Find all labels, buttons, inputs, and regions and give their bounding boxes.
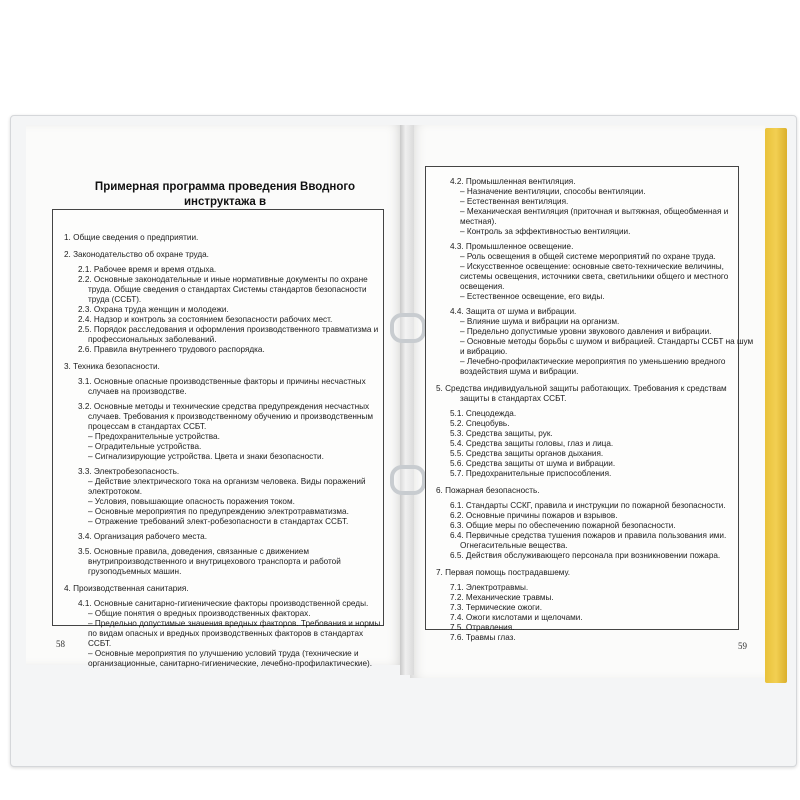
outline-line: случаев на производстве. bbox=[88, 387, 187, 396]
outline-line: системы освещения, источники света, светильники общего и местного bbox=[460, 272, 729, 281]
book-gutter bbox=[400, 125, 414, 675]
outline-line: – Условия, повышающие опасность поражения током. bbox=[88, 497, 295, 506]
outline-line: 5.4. Средства защиты головы, глаз и лица. bbox=[450, 439, 614, 448]
outline-line: 6.1. Стандарты ССКГ, правила и инструкции по пожарной безопасности. bbox=[450, 501, 726, 510]
outline-line: 5.7. Предохранительные приспособления. bbox=[450, 469, 612, 478]
outline-line: – Общие понятия о вредных производственных факторах. bbox=[88, 609, 311, 618]
outline-line: организационные, санитарно-гигиенические, лечебно-профилактические). bbox=[88, 659, 373, 668]
outline-line: – Оградительные устройства. bbox=[88, 442, 202, 451]
outline-line: 7.6. Травмы глаз. bbox=[450, 633, 516, 642]
outline-line: 6. Пожарная безопасность. bbox=[436, 486, 540, 495]
page-number-right: 59 bbox=[738, 641, 747, 651]
outline-line: 5.6. Средства защиты от шума и вибрации. bbox=[450, 459, 616, 468]
outline-line: 2.1. Рабочее время и время отдыха. bbox=[78, 265, 217, 274]
right-page-outline bbox=[432, 172, 754, 643]
outline-line: 3.2. Основные методы и технические средства предупреждения несчастных bbox=[78, 402, 370, 411]
outline-line: воздействия шума и вибрации. bbox=[460, 367, 579, 376]
outline-line: 1. Общие сведения о предприятии. bbox=[64, 233, 199, 242]
outline-line: – Основные мероприятия по предупреждению электротравматизма. bbox=[88, 507, 349, 516]
outline-line: 4.3. Промышленное освещение. bbox=[450, 242, 574, 251]
outline-line: внутрипроизводственного и внутрицехового транспорта и работой bbox=[88, 557, 341, 566]
outline-line: 6.2. Основные причины пожаров и взрывов. bbox=[450, 511, 618, 520]
outline-line: – Лечебно-профилактические мероприятия по уменьшению вредного bbox=[460, 357, 726, 366]
outline-line: 7.1. Электротравмы. bbox=[450, 583, 529, 592]
outline-line: 2.3. Охрана труда женщин и молодежи. bbox=[78, 305, 229, 314]
outline-line: – Влияние шума и вибрации на организм. bbox=[460, 317, 620, 326]
outline-line: 2.2. Основные законодательные и иные нормативные документы по охране bbox=[78, 275, 368, 284]
outline-line: ССБТ. bbox=[88, 639, 112, 648]
binder-ring-top bbox=[390, 313, 426, 343]
outline-line: электротоком. bbox=[88, 487, 143, 496]
outline-line: 3. Техника безопасности. bbox=[64, 362, 160, 371]
outline-line: – Действие электрического тока на организм человека. Виды поражений bbox=[88, 477, 366, 486]
outline-line: – Назначение вентиляции, способы вентиляции. bbox=[460, 187, 646, 196]
outline-line: 6.4. Первичные средства тушения пожаров и правила пользования ими. bbox=[450, 531, 727, 540]
outline-line: труда (ССБТ). bbox=[88, 295, 142, 304]
outline-line: – Роль освещения в общей системе мероприятий по охране труда. bbox=[460, 252, 716, 261]
outline-line: 3.1. Основные опасные производственные факторы и причины несчастных bbox=[78, 377, 366, 386]
outline-line: – Естественное освещение, его виды. bbox=[460, 292, 605, 301]
page-number-left: 58 bbox=[56, 639, 65, 649]
outline-line: 5.1. Спецодежда. bbox=[450, 409, 517, 418]
outline-line: – Механическая вентиляция (приточная и вытяжная, общеобменная и bbox=[460, 207, 729, 216]
outline-line: 5.2. Спецобувь. bbox=[450, 419, 510, 428]
outline-line: 6.5. Действия обслуживающего персонала при возникновении пожара. bbox=[450, 551, 721, 560]
outline-line: защиты в стандартах ССБТ. bbox=[460, 394, 567, 403]
outline-line: 7.2. Механические травмы. bbox=[450, 593, 554, 602]
outline-line: 7.3. Термические ожоги. bbox=[450, 603, 543, 612]
outline-line: – Контроль за эффективностью вентиляции. bbox=[460, 227, 631, 236]
outline-line: по видам опасных и вредных производственных факторов в стандартах bbox=[88, 629, 364, 638]
outline-line: 7.5. Отравления. bbox=[450, 623, 515, 632]
outline-line: 4.2. Промышленная вентиляция. bbox=[450, 177, 576, 186]
outline-line: освещения. bbox=[460, 282, 505, 291]
outline-line: – Искусственное освещение: основные свето-технические величины, bbox=[460, 262, 724, 271]
outline-line: 5.5. Средства защиты органов дыхания. bbox=[450, 449, 604, 458]
outline-line: 4.4. Защита от шума и вибрации. bbox=[450, 307, 577, 316]
outline-line: – Предельно допустимые значения вредных факторов. Требования и нормы bbox=[88, 619, 381, 628]
outline-line: 5. Средства индивидуальной защиты работающих. Требования к средствам bbox=[436, 384, 727, 393]
outline-line: 2.5. Порядок расследования и оформления производственного травматизма и bbox=[78, 325, 379, 334]
outline-line: – Естественная вентиляция. bbox=[460, 197, 569, 206]
outline-line: – Основные мероприятия по улучшению условий труда (технические и bbox=[88, 649, 359, 658]
outline-line: – Основные методы борьбы с шумом и вибрацией. Стандарты ССБТ на шум bbox=[460, 337, 754, 346]
outline-line: 5.3. Средства защиты, рук. bbox=[450, 429, 553, 438]
outline-line: Огнегасительные вещества. bbox=[460, 541, 568, 550]
outline-line: труда. Общие сведения о стандартах Системы стандартов безопасности bbox=[88, 285, 367, 294]
outline-line: 3.3. Электробезопасность. bbox=[78, 467, 180, 476]
outline-line: – Сигнализирующие устройства. Цвета и знаки безопасности. bbox=[88, 452, 324, 461]
outline-line: местная). bbox=[460, 217, 497, 226]
outline-line: 2.6. Правила внутреннего трудового распорядка. bbox=[78, 345, 265, 354]
outline-line: грузоподъемных машин. bbox=[88, 567, 182, 576]
outline-line: и вибрацию. bbox=[460, 347, 508, 356]
outline-line: – Предохранительные устройства. bbox=[88, 432, 220, 441]
outline-line: 6.3. Общие меры по обеспечению пожарной безопасности. bbox=[450, 521, 676, 530]
outline-line: процессам в стандартах ССБТ. bbox=[88, 422, 207, 431]
outline-line: – Отражение требований элект-робезопасности в стандартах ССБТ. bbox=[88, 517, 349, 526]
outline-line: – Предельно допустимые уровни звукового давления и вибрации. bbox=[460, 327, 712, 336]
outline-line: 4.1. Основные санитарно-гигиенические факторы производственной среды. bbox=[78, 599, 369, 608]
outline-line: 4. Производственная санитария. bbox=[64, 584, 189, 593]
outline-line: 3.4. Организация рабочего места. bbox=[78, 532, 207, 541]
outline-line: случаев. Требования к производственному обучению и производственным bbox=[88, 412, 373, 421]
outline-line: 2. Законодательство об охране труда. bbox=[64, 250, 209, 259]
title-line: Примерная программа проведения Вводного инструктажа в bbox=[94, 181, 356, 208]
outline-line: 7.4. Ожоги кислотами и щелочами. bbox=[450, 613, 583, 622]
outline-line: 2.4. Надзор и контроль за состоянием безопасности рабочих мест. bbox=[78, 315, 333, 324]
yellow-page-edges bbox=[765, 128, 787, 683]
binder-ring-bottom bbox=[390, 465, 426, 495]
outline-line: профессиональных заболеваний. bbox=[88, 335, 217, 344]
outline-line: 3.5. Основные правила, доведения, связанные с движением bbox=[78, 547, 309, 556]
outline-line: 7. Первая помощь пострадавшему. bbox=[436, 568, 571, 577]
left-page-outline bbox=[60, 226, 381, 669]
